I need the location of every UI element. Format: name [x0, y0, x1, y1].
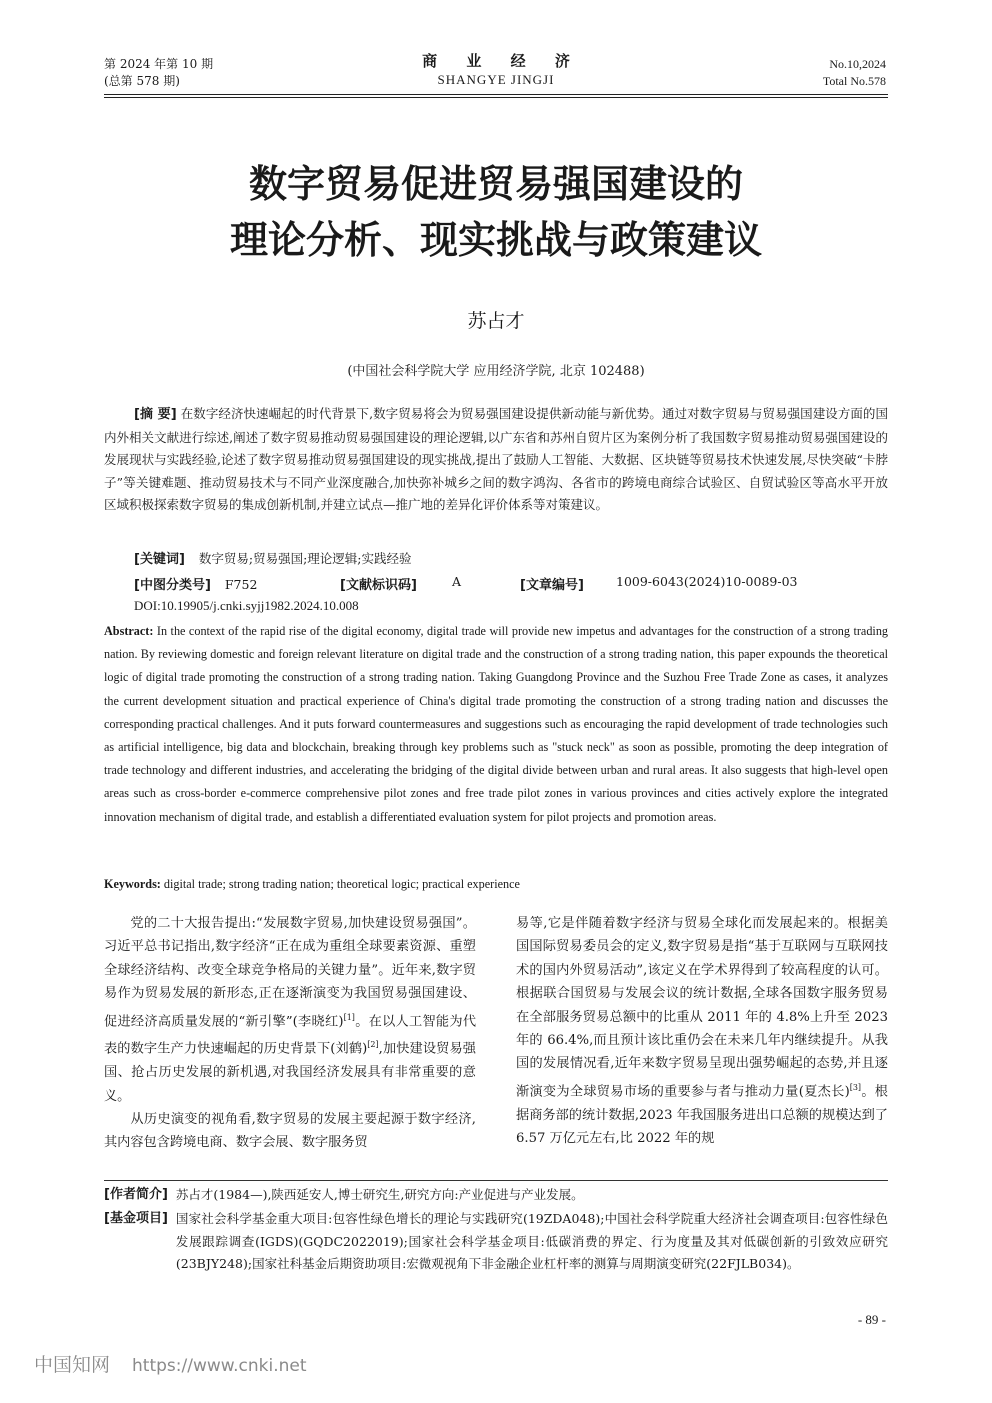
doc-code-value: A	[452, 574, 462, 589]
issue-number-cn: 第 2024 年第 10 期	[104, 57, 214, 71]
journal-name-en: SHANGYE JINGJI	[437, 72, 555, 87]
total-issue-en: Total No.578	[822, 74, 886, 88]
body-paragraph	[516, 912, 888, 1150]
abstract-cn-text: 在数字经济快速崛起的时代背景下,数字贸易将会为贸易强国建设提供新动能与新优势。通过对数字贸易与贸易强国建设方面的国内外相关文献进行综述,阐述了数字贸易推动贸易强国建设的理论逻辑,以广东省和苏州自贸片区为案例分析了我国数字贸易推动贸易强国建设的发展现状与实践经验,论述了数字贸易推动贸易强国建设的现实挑战,提出了鼓励人工智能、大数据、区块链等贸易技术快速发展,尽快突破“卡脖子”等关键难题、推动贸易技术与不同产业深度融合,加快弥补城乡之间的数字鸿沟、各省市的跨境电商综合试验区、自贸试验区等高水平开放区域积极探索数字贸易的集成创新机制,并建立试点—推广地的差异化评价体系等对策建议。	[104, 406, 888, 512]
keywords-cn-label: [关键词]	[134, 552, 185, 567]
footnote-fund-label: [基金项目]	[104, 1211, 168, 1226]
clc-label: [中图分类号]	[134, 578, 211, 593]
running-header-right	[823, 56, 886, 90]
doc-code-label: [文献标识码]	[340, 578, 417, 593]
body-text: 党的二十大报告提出:“发展数字贸易,加快建设贸易强国”。习近平总书记指出,数字经济“正在成为重组全球要素资源、重塑全球经济结构、改变全球竞争格局的关键力量”。近年来,数字贸易作为贸易发展的新形态,正在逐渐演变为我国贸易强国建设、促进经济高质量发展的“新引擎”(李晓红)	[104, 916, 476, 1030]
article-number-value: 1009-6043(2024)10-0089-03	[616, 574, 798, 589]
clc-value: F752	[224, 577, 258, 592]
issue-number-en: No.10,2024	[829, 57, 886, 71]
citation-ref: [3]	[849, 1082, 862, 1092]
body-column-left	[104, 912, 476, 1155]
watermark-brand: 中国知网	[34, 1354, 111, 1376]
keywords-en	[104, 877, 520, 892]
article-number-label: [文章编号]	[520, 578, 584, 593]
abstract-en-text: In the context of the rapid rise of the digital economy, digital trade will provide new impetus and advantages for the construction of a strong trading nation. By reviewing domestic and foreign relevant literature on digital trade and the construction of a strong trading nation, this paper expounds the theoretical logic of digital trade promoting the construction of a strong trading nation. Taking Guangdong Province and the Suzhou Free Trade Zone as cases, it analyzes the current development situation and practical experience of China's digital trade promoting the construction of a strong trading nation and discusses the corresponding practical challenges. And it puts forward countermeasures and suggestions such as encouraging the rapid development of trade technologies such as artificial intelligence, big data and blockchain, breaking through key problems such as "stuck neck" as soon as possible, promoting the deep integration of trade technology and different industries, and accelerating the bridging of the digital divide between urban and rural areas. It also suggests that high-level open areas such as cross-border e-commerce comprehensive pilot zones and free trade pilot zones in various provinces and cities actively explore the integrated innovation mechanism of digital trade, and establish a differentiated evaluation system for pilot projects and promotion areas.	[104, 624, 889, 824]
body-text: ,加快建设贸易强国、抢占历史发展的新机遇,对我国经济发展具有非常重要的意义。	[104, 1041, 476, 1104]
author-affiliation: (中国社会科学院大学 应用经济学院, 北京 102488)	[347, 364, 645, 379]
article-title	[0, 156, 992, 268]
header-rule	[104, 94, 888, 95]
keywords-en-label: Keywords:	[104, 877, 161, 891]
header-rule-thin	[104, 97, 888, 98]
doi: DOI:10.19905/j.cnki.syjj1982.2024.10.008	[134, 598, 359, 613]
page-number: - 89 -	[857, 1312, 886, 1327]
keywords-en-text: digital trade; strong trading nation; theoretical logic; practical experience	[163, 877, 520, 891]
body-column-right	[516, 912, 888, 1150]
body-text: 。在以人工智能为代表的数字生产力快速崛起的历史背景下(刘鹤)	[104, 1014, 477, 1057]
body-paragraph	[104, 912, 476, 1108]
body-text: 易等,它是伴随着数字经济与贸易全球化而发展起来的。根据美国国际贸易委员会的定义,数字贸易是指“基于互联网与互联网技术的国内外贸易活动”,该定义在学术界得到了较高程度的认可。根据联合国贸易与发展会议的统计数据,全球各国数字服务贸易在全部服务贸易总额中的比重从 2011 年的 4.8%上升至 2023 年的 66.4%,而且预计该比重仍会在未来几年内继续提升。从我国的发展情况看,近年来数字贸易呈现出强势崛起的态势,并且逐渐演变为全球贸易市场的重要参与者与推动力量(夏杰长)	[516, 916, 888, 1100]
footnote-rule	[104, 1180, 888, 1181]
title-line-1: 数字贸易促进贸易强国建设的	[248, 162, 743, 206]
citation-ref: [2]	[367, 1040, 379, 1050]
watermark-url: https://www.cnki.net	[132, 1356, 307, 1376]
title-line-2: 理论分析、现实挑战与政策建议	[229, 218, 762, 262]
keywords-cn-text: 数字贸易;贸易强国;理论逻辑;实践经验	[198, 551, 412, 566]
body-paragraph: 从历史演变的视角看,数字贸易的发展主要起源于数字经济,其内容包含跨境电商、数字会展、数字服务贸	[104, 1112, 476, 1151]
footnote-author	[104, 1184, 888, 1207]
citation-ref: [1]	[343, 1012, 355, 1022]
footnote-fund-text: 国家社会科学基金重大项目:包容性绿色增长的理论与实践研究(19ZDA048);中国社会科学院重大经济社会调查项目:包容性绿色发展跟踪调查(IGDS)(GQDC2022019);国家社会科学基金项目:低碳消费的界定、行为度量及其对低碳创新的引致效应研究(23BJY248);国家社科基金后期资助项目:宏微观视角下非金融企业杠杆率的测算与周期演变研究(22FJLB034)。	[175, 1211, 888, 1271]
abstract-cn-label: [摘 要]	[134, 407, 177, 422]
journal-name-cn: 商 业 经 济	[422, 52, 582, 70]
total-issue-cn: (总第 578 期)	[104, 74, 180, 88]
abstract-cn	[104, 403, 888, 517]
author-name: 苏占才	[467, 310, 525, 332]
footnote-fund	[104, 1208, 888, 1276]
footnote-author-text: 苏占才(1984—),陕西延安人,博士研究生,研究方向:产业促进与产业发展。	[175, 1187, 584, 1202]
footnote-author-label: [作者简介]	[104, 1187, 168, 1202]
abstract-en	[104, 620, 888, 829]
cnki-watermark	[34, 1350, 307, 1377]
keywords-cn	[134, 548, 412, 567]
classification-row	[134, 574, 834, 593]
body-text: 。根据商务部的统计数据,2023 年我国服务进出口总额的规模达到了 6.57 万亿元左右,比 2022 年的规	[516, 1084, 888, 1147]
abstract-en-label: Abstract:	[104, 624, 154, 638]
